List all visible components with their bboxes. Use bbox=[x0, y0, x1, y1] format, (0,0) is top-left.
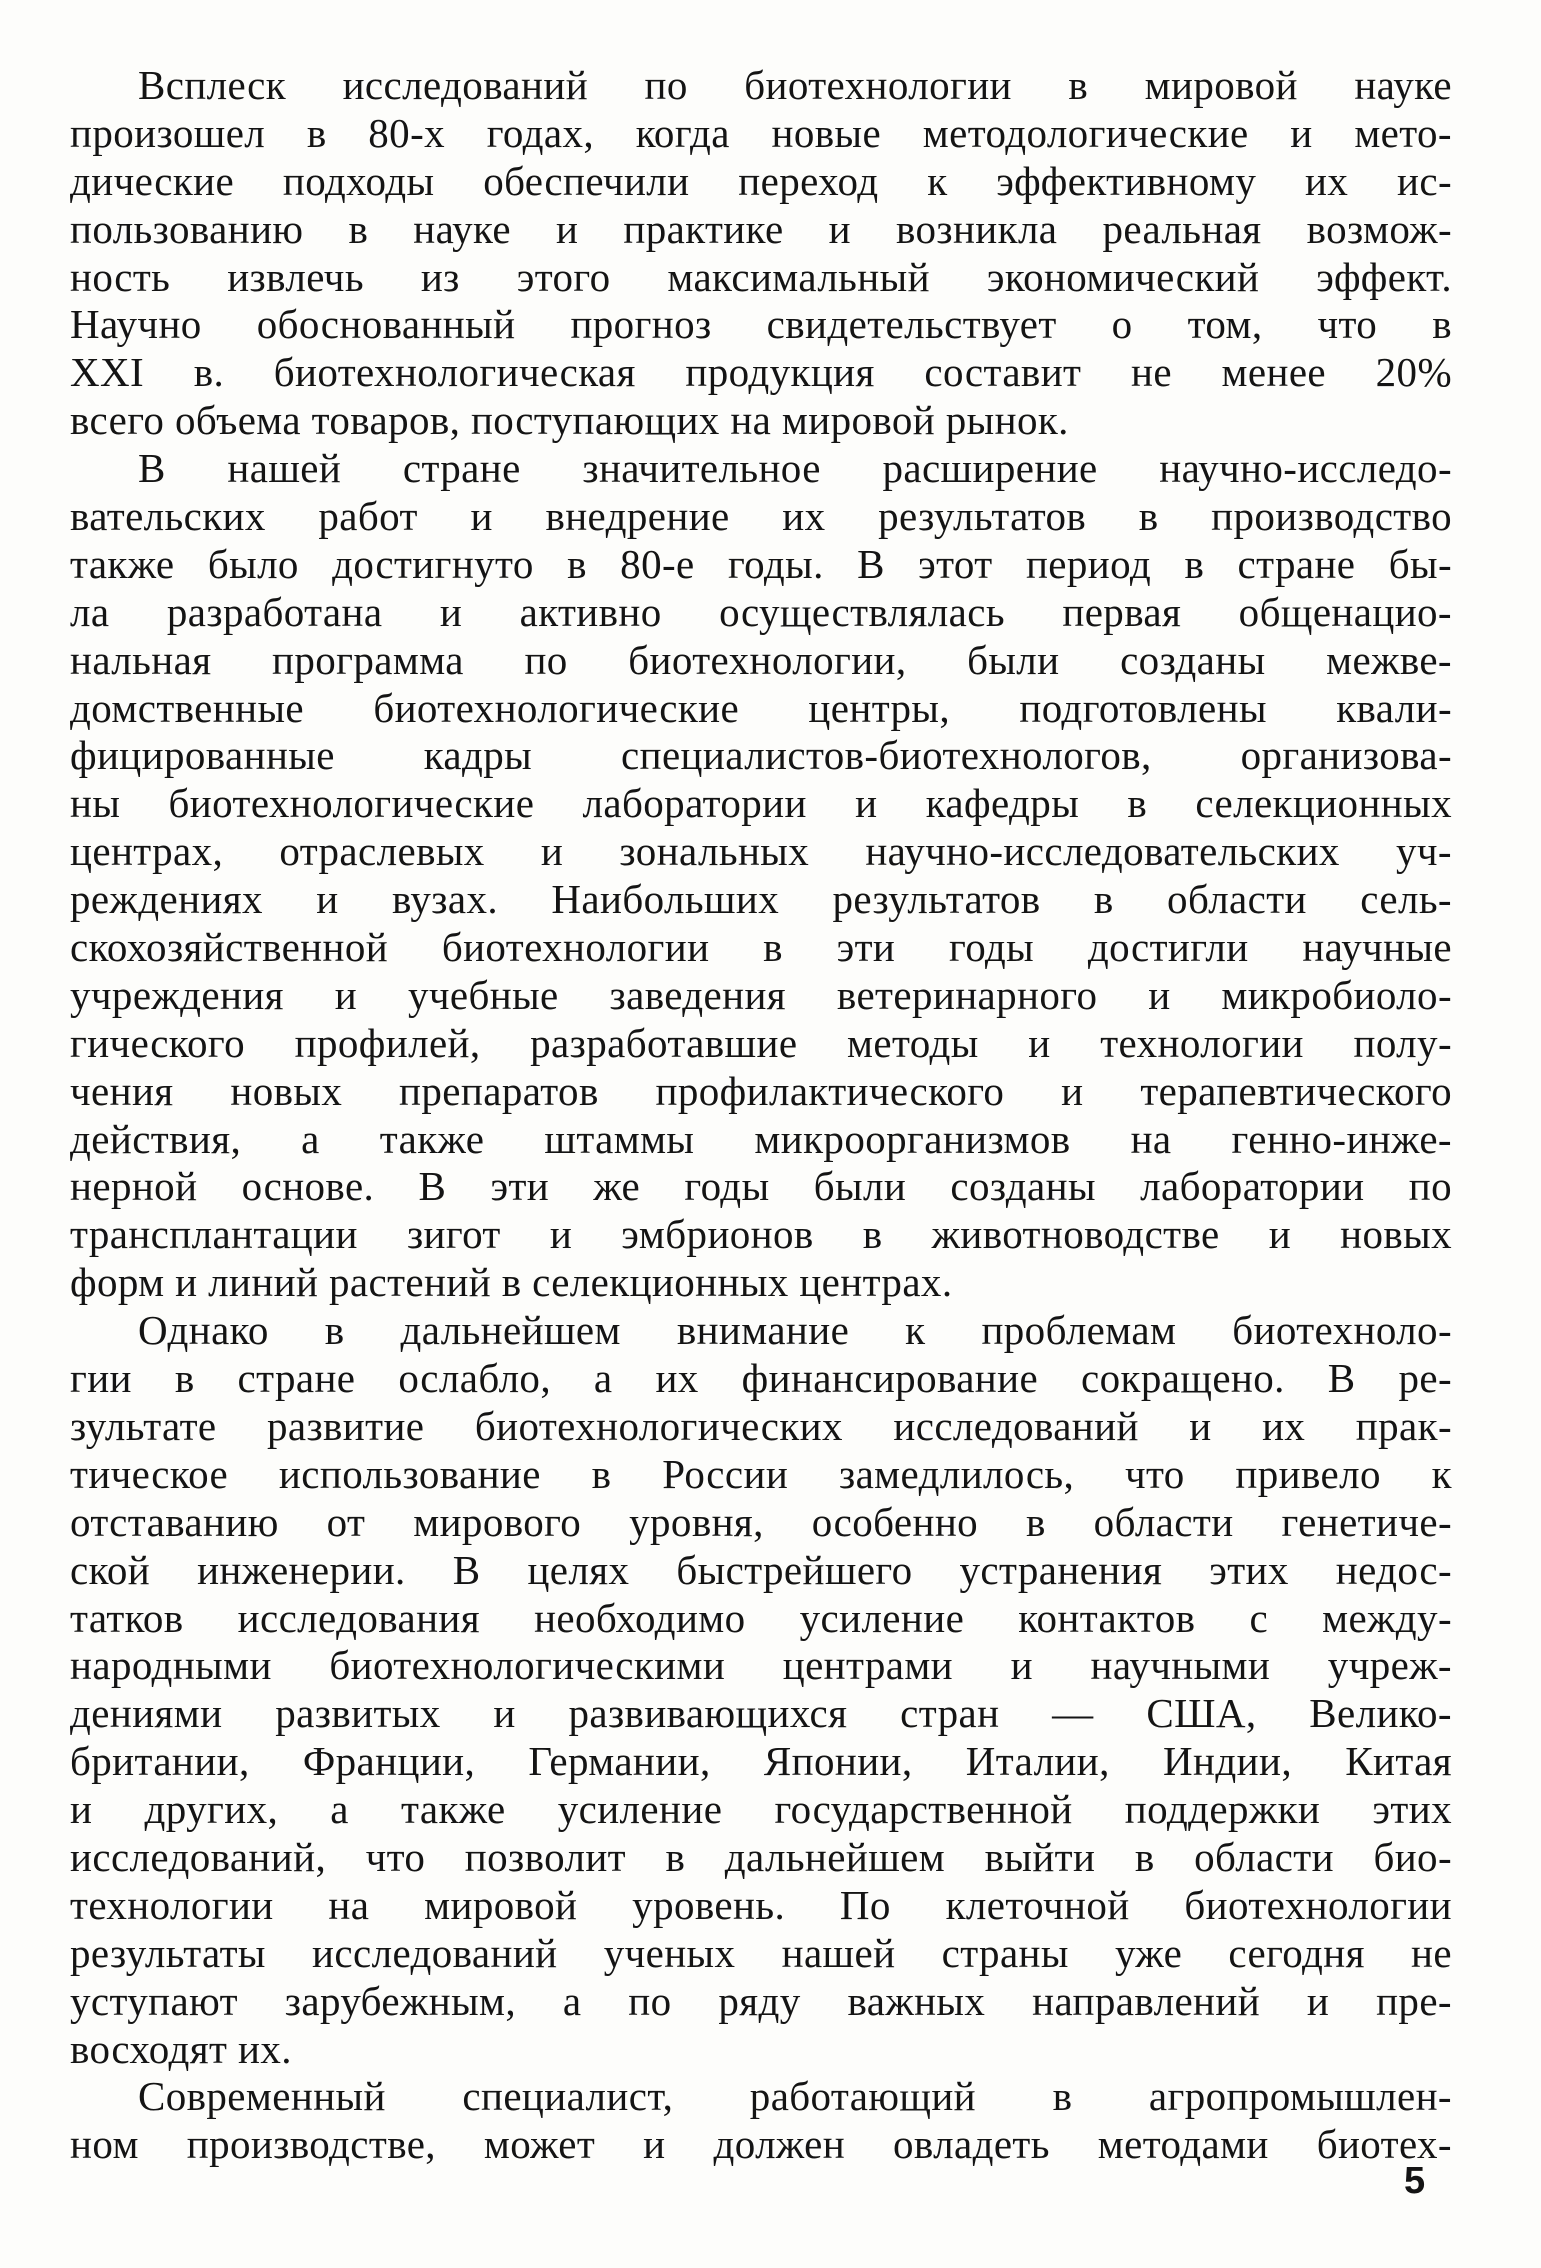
text-line: всего объема товаров, поступающих на мировой рынок. bbox=[70, 397, 1069, 444]
text-line: отставанию от мирового уровня, особенно в области генетиче- bbox=[70, 1498, 1452, 1545]
text-line: нерной основе. В эти же годы были созданы лаборатории по bbox=[70, 1163, 1452, 1210]
text-line: вательских работ и внедрение их результатов в производство bbox=[70, 493, 1452, 540]
text-line: Научно обоснованный прогноз свидетельствует о том, что в bbox=[70, 301, 1452, 348]
body-text bbox=[70, 62, 1452, 2169]
text-line: центрах, отраслевых и зональных научно-исследовательских уч- bbox=[70, 828, 1452, 875]
paragraph-4 bbox=[70, 2073, 1452, 2169]
text-line: и других, а также усиление государственной поддержки этих bbox=[70, 1786, 1452, 1833]
text-line: гического профилей, разработавшие методы и технологии полу- bbox=[70, 1019, 1452, 1066]
text-line: зультате развитие биотехнологических исследований и их прак- bbox=[70, 1402, 1452, 1449]
text-line: ны биотехнологические лаборатории и кафедры в селекционных bbox=[70, 780, 1452, 827]
text-line: британии, Франции, Германии, Японии, Италии, Индии, Китая bbox=[70, 1738, 1452, 1785]
text-line: трансплантации зигот и эмбрионов в животноводстве и новых bbox=[70, 1211, 1452, 1258]
text-line: нальная программа по биотехнологии, были созданы межве- bbox=[70, 636, 1452, 683]
text-line: тическое использование в России замедлилось, что привело к bbox=[70, 1450, 1452, 1497]
paragraph-1 bbox=[70, 62, 1452, 445]
text-line: технологии на мировой уровень. По клеточной биотехнологии bbox=[70, 1881, 1452, 1928]
text-line: реждениях и вузах. Наибольших результатов в области сель- bbox=[70, 876, 1452, 923]
text-line: Современный специалист, работающий в агропромышлен- bbox=[138, 2073, 1452, 2120]
text-line: чения новых препаратов профилактического и терапевтического bbox=[70, 1067, 1452, 1114]
text-line: ской инженерии. В целях быстрейшего устранения этих недос- bbox=[70, 1546, 1452, 1593]
text-line: пользованию в науке и практике и возникла реальная возмож- bbox=[70, 205, 1452, 252]
text-line: ность извлечь из этого максимальный экономический эффект. bbox=[70, 253, 1452, 300]
text-line: скохозяйственной биотехнологии в эти годы достигли научные bbox=[70, 924, 1452, 971]
text-line: народными биотехнологическими центрами и научными учреж- bbox=[70, 1642, 1452, 1689]
text-line: дические подходы обеспечили переход к эффективному их ис- bbox=[70, 157, 1452, 204]
text-line: уступают зарубежным, а по ряду важных направлений и пре- bbox=[70, 1977, 1452, 2024]
paragraph-2 bbox=[70, 445, 1452, 1307]
text-line: исследований, что позволит в дальнейшем выйти в области био- bbox=[70, 1833, 1452, 1880]
text-line: результаты исследований ученых нашей страны уже сегодня не bbox=[70, 1929, 1452, 1976]
text-line: форм и линий растений в селекционных центрах. bbox=[70, 1259, 953, 1306]
text-line: ном производстве, может и должен овладеть методами биотех- bbox=[70, 2121, 1452, 2168]
text-line: действия, а также штаммы микроорганизмов на генно-инже- bbox=[70, 1115, 1452, 1162]
paragraph-3 bbox=[70, 1307, 1452, 2073]
text-line: ла разработана и активно осуществлялась первая общенацио- bbox=[70, 588, 1452, 635]
text-line: татков исследования необходимо усиление контактов с между- bbox=[70, 1594, 1452, 1641]
text-line: гии в стране ослабло, а их финансирование сокращено. В ре- bbox=[70, 1355, 1452, 1402]
text-line: дениями развитых и развивающихся стран — США, Велико- bbox=[70, 1690, 1452, 1737]
text-line: фицированные кадры специалистов-биотехнологов, организова- bbox=[70, 732, 1452, 779]
text-line: В нашей стране значительное расширение научно-исследо- bbox=[138, 445, 1452, 492]
text-line: учреждения и учебные заведения ветеринарного и микробиоло- bbox=[70, 971, 1452, 1018]
text-line: также было достигнуто в 80-е годы. В этот период в стране бы- bbox=[70, 540, 1452, 587]
text-line: Однако в дальнейшем внимание к проблемам биотехноло- bbox=[138, 1307, 1452, 1354]
text-line: XXI в. биотехнологическая продукция составит не менее 20% bbox=[70, 349, 1452, 396]
text-line: произошел в 80-х годах, когда новые методологические и мето- bbox=[70, 109, 1452, 156]
text-line: домственные биотехнологические центры, подготовлены квали- bbox=[70, 684, 1452, 731]
text-line: восходят их. bbox=[70, 2025, 292, 2072]
page-number: 5 bbox=[1404, 2160, 1426, 2202]
text-line: Всплеск исследований по биотехнологии в мировой науке bbox=[138, 62, 1452, 108]
